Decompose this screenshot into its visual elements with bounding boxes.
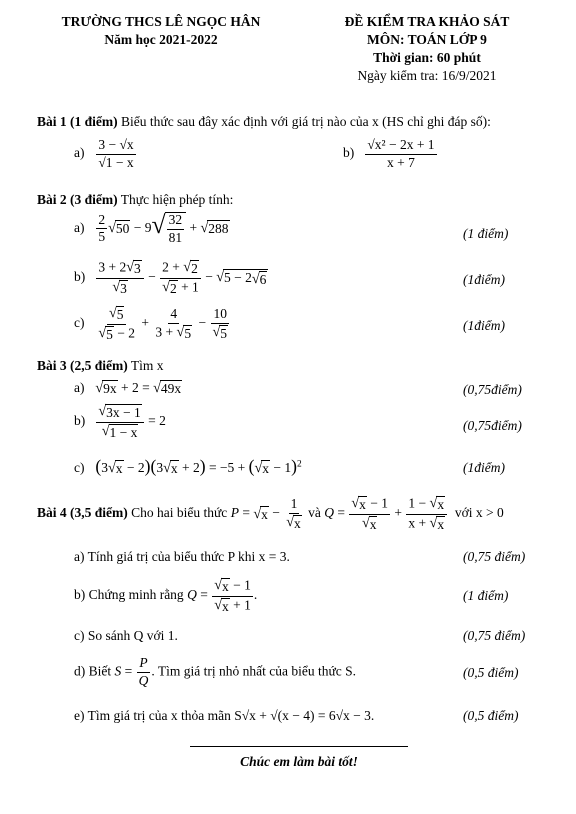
bai2-b: b) 3 + 2 √ 3 √ 3 − 2 + √ 2 √ 2 + 1 − √ 5 − 2 √ 6 <box>74 259 267 296</box>
bai4-b-points: (1 điểm) <box>463 588 509 603</box>
fraction-denominator: √1 − x <box>98 154 134 170</box>
footer-divider <box>190 746 408 747</box>
bai4-d-text2: . Tìm giá trị nhỏ nhất của biểu thức S. <box>151 663 357 679</box>
bai2-a-label: a) <box>74 219 85 235</box>
bai3-a-label: a) <box>74 380 85 395</box>
bai2-a-points: (1 điểm) <box>463 226 509 241</box>
bai3-b: b) √ 3x − 1 √ 1 − x = 2 <box>74 403 166 440</box>
fraction-numerator: 3 − √x <box>96 138 135 155</box>
bai4-a-points: (0,75 điểm) <box>463 549 526 564</box>
bai4-heading: Bài 4 (3,5 điểm) Cho hai biểu thức P = √ x − 1 √ x và Q = √ x − 1 √ x + 1 − √ x x + √ x với x > 0 <box>37 495 504 532</box>
exam-subject: MÔN: TOÁN LỚP 9 <box>367 32 487 47</box>
bai1-a-fraction <box>96 138 135 171</box>
fraction-denominator: x + 7 <box>387 154 415 170</box>
bai3-text: Tìm x <box>130 358 164 373</box>
bai4-b-text: b) Chứng minh rằng <box>74 587 184 603</box>
bai2-title: Bài 2 (3 điểm) <box>37 192 118 207</box>
bai3-a: a) √ 9x + 2 = √ 49x <box>74 380 182 397</box>
bai1-text: Biểu thức sau đây xác định với giá trị nào của x (HS chỉ ghi đáp số): <box>121 114 491 129</box>
bai2-b-points: (1điểm) <box>463 272 505 287</box>
bai4-condition: với x > 0 <box>454 505 504 521</box>
bai3-a-points: (0,75điểm) <box>463 382 522 397</box>
bai3-b-points: (0,75điểm) <box>463 418 522 433</box>
bai2-c: c) √ 5 √ 5 − 2 + 4 3 + √ 5 − 10 √ 5 <box>74 305 227 342</box>
bai1-b-fraction <box>365 138 436 171</box>
bai4-text: Cho hai biểu thức <box>131 505 228 521</box>
bai4-and: và <box>308 505 321 521</box>
bai1-b <box>343 138 438 171</box>
bai2-c-points: (1điểm) <box>463 318 505 333</box>
bai4-e: e) Tìm giá trị của x thỏa mãn S√x + √(x − 4) = 6√x − 3. <box>74 708 375 723</box>
bai4-title: Bài 4 (3,5 điểm) <box>37 505 128 521</box>
bai3-c: c) (3 √ x − 2)(3 √ x + 2) = −5 + ( √ x − 1)$^2$ <box>74 456 302 477</box>
fraction-numerator: √x² − 2x + 1 <box>365 138 436 155</box>
bai2-text: Thực hiện phép tính: <box>120 192 234 207</box>
exam-time: Thời gian: 60 phút <box>373 50 481 65</box>
bai4-d: d) Biết S = $\frac{P}{Q}$ . Tìm giá trị nhỏ nhất của biểu thức S. <box>74 655 357 688</box>
bai2-a: a) $\frac{2}{5}$ √ 50 − 9 √ $\frac{32}{81}$ + √ 288 <box>74 210 229 245</box>
bai1-heading <box>37 114 491 130</box>
school-name: TRƯỜNG THCS LÊ NGỌC HÂN <box>61 14 261 29</box>
bai4-d-points: (0,5 điểm) <box>463 665 519 680</box>
bai1-title: Bài 1 (1 điểm) <box>37 114 118 129</box>
bai3-c-points: (1điểm) <box>463 460 505 475</box>
bai2-b-label: b) <box>74 269 86 285</box>
bai4-c-points: (0,75 điểm) <box>463 628 526 643</box>
exam-title: ĐỀ KIỂM TRA KHẢO SÁT <box>344 14 510 29</box>
bai3-b-label: b) <box>74 413 86 429</box>
bai3-title: Bài 3 (2,5 điểm) <box>37 358 128 373</box>
bai3-c-label: c) <box>74 460 85 475</box>
bai2-c-label: c) <box>74 315 85 331</box>
bai1-b-label: b) <box>343 145 355 161</box>
bai1-a-label: a) <box>74 145 85 161</box>
closing-wish: Chúc em làm bài tốt! <box>240 754 358 769</box>
bai4-c: c) So sánh Q với 1. <box>74 628 178 643</box>
math-fraction: $\frac{2}{5}$ <box>98 211 106 245</box>
bai4-b: b) Chứng minh rằng Q = √ x − 1 √ x + 1 . <box>74 577 258 614</box>
bai3-heading <box>37 358 164 374</box>
bai2-heading <box>37 192 233 208</box>
bai4-e-points: (0,5 điểm) <box>463 708 519 723</box>
exam-date: Ngày kiểm tra: 16/9/2021 <box>357 68 497 83</box>
bai1-a <box>74 138 137 171</box>
school-year: Năm học 2021-2022 <box>104 32 218 47</box>
bai4-d-text1: d) Biết <box>74 663 112 679</box>
bai4-a: a) Tính giá trị của biểu thức P khi x = 3. <box>74 549 290 564</box>
